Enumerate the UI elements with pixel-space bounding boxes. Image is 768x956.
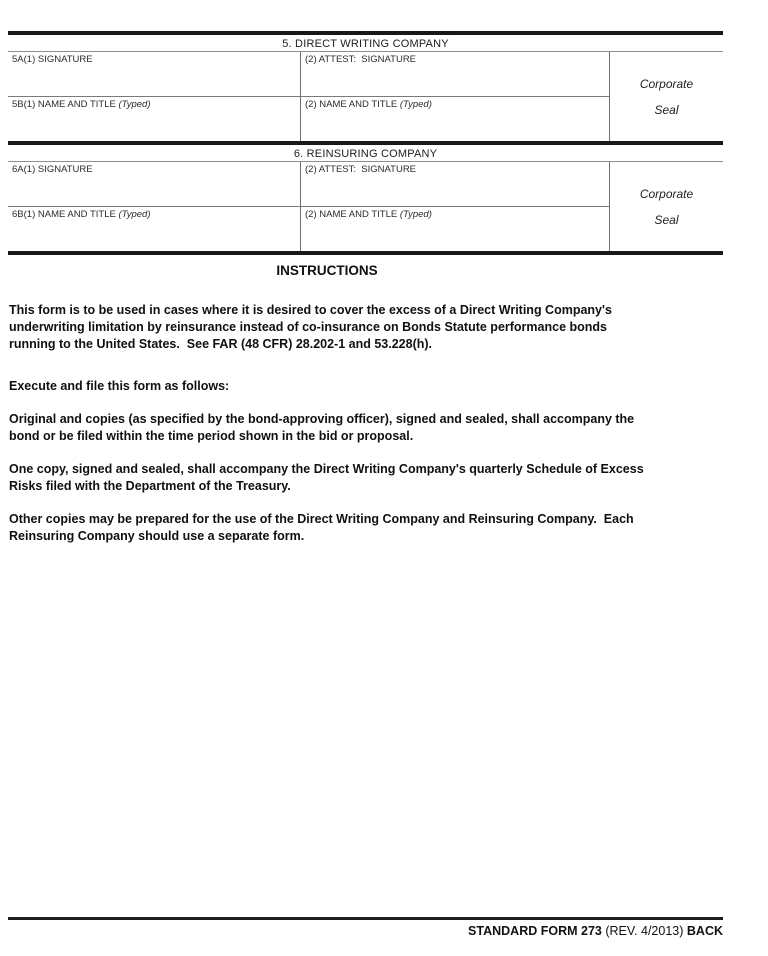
instruction-paragraph [9,302,709,353]
typed-annotation: (Typed) [118,209,151,220]
field-label: (2) ATTEST: SIGNATURE [305,54,417,65]
instruction-paragraph [9,461,709,495]
corporate-seal-area [610,52,723,141]
instructions-title: INSTRUCTIONS [276,263,378,278]
attest-signature-field-6a2[interactable] [301,162,610,207]
field-label: (2) ATTEST: SIGNATURE [305,164,417,175]
field-label [305,99,432,110]
text-line: underwriting limitation by reinsurance instead of co-insurance on Bonds Statute performance bonds [9,320,607,334]
instruction-paragraph [9,411,709,445]
section-reinsuring-company [8,141,723,251]
text-line: Reinsuring Company should use a separate form. [9,529,305,543]
text-line: One copy, signed and sealed, shall accompany the Direct Writing Company's quarterly Schedule of Excess [9,462,644,476]
signature-field-6a1[interactable] [8,162,301,207]
signature-field-5a1[interactable] [8,52,301,97]
corporate-seal-word: Seal [654,102,679,117]
field-label-text: (2) NAME AND TITLE [305,99,398,110]
field-label [305,209,432,220]
text-line: running to the United States. See FAR (48 CFR) 28.202-1 and 53.228(h). [9,337,433,351]
attest-signature-field-5a2[interactable] [301,52,610,97]
corporate-seal-word: Corporate [639,186,694,201]
text-line: Other copies may be prepared for the use of the Direct Writing Company and Reinsuring Company. Each [9,512,634,526]
corporate-seal-area [610,162,723,251]
corporate-seal-word: Seal [654,212,679,227]
section-6-body [8,162,723,251]
field-label-text: (2) NAME AND TITLE [305,209,398,220]
footer-page-side: BACK [686,924,723,938]
name-title-field-5b1[interactable] [8,97,301,141]
field-label [12,209,151,220]
typed-annotation: (Typed) [399,99,432,110]
section-direct-writing-company [8,31,723,141]
section-5-header: 5. DIRECT WRITING COMPANY [8,31,723,52]
section-6-header: 6. REINSURING COMPANY [8,141,723,162]
section-5-body [8,52,723,141]
field-label: 5A(1) SIGNATURE [12,54,93,65]
text-line: Execute and file this form as follows: [9,379,230,393]
instructions-section [9,264,709,561]
instruction-paragraph [9,378,709,395]
signature-tables [8,31,723,255]
name-title-field-5b2[interactable] [301,97,610,141]
field-label [12,99,151,110]
footer-revision: (REV. 4/2013) [605,924,684,938]
field-label-text: 5B(1) NAME AND TITLE [12,99,116,110]
text-line: Risks filed with the Department of the Treasury. [9,479,291,493]
name-title-field-6b1[interactable] [8,207,301,251]
form-footer [8,917,723,938]
text-line: Original and copies (as specified by the bond-approving officer), signed and sealed, shall accompany the [9,412,635,426]
field-label-text: 6B(1) NAME AND TITLE [12,209,116,220]
corporate-seal-word: Corporate [639,76,694,91]
instruction-paragraph [9,511,709,545]
text-line: bond or be filed within the time period shown in the bid or proposal. [9,429,414,443]
typed-annotation: (Typed) [399,209,432,220]
text-line: This form is to be used in cases where it is desired to cover the excess of a Direct Writing Company's [9,303,612,317]
footer-form-name: STANDARD FORM 273 [468,924,602,938]
field-label: 6A(1) SIGNATURE [12,164,93,175]
typed-annotation: (Typed) [118,99,151,110]
name-title-field-6b2[interactable] [301,207,610,251]
